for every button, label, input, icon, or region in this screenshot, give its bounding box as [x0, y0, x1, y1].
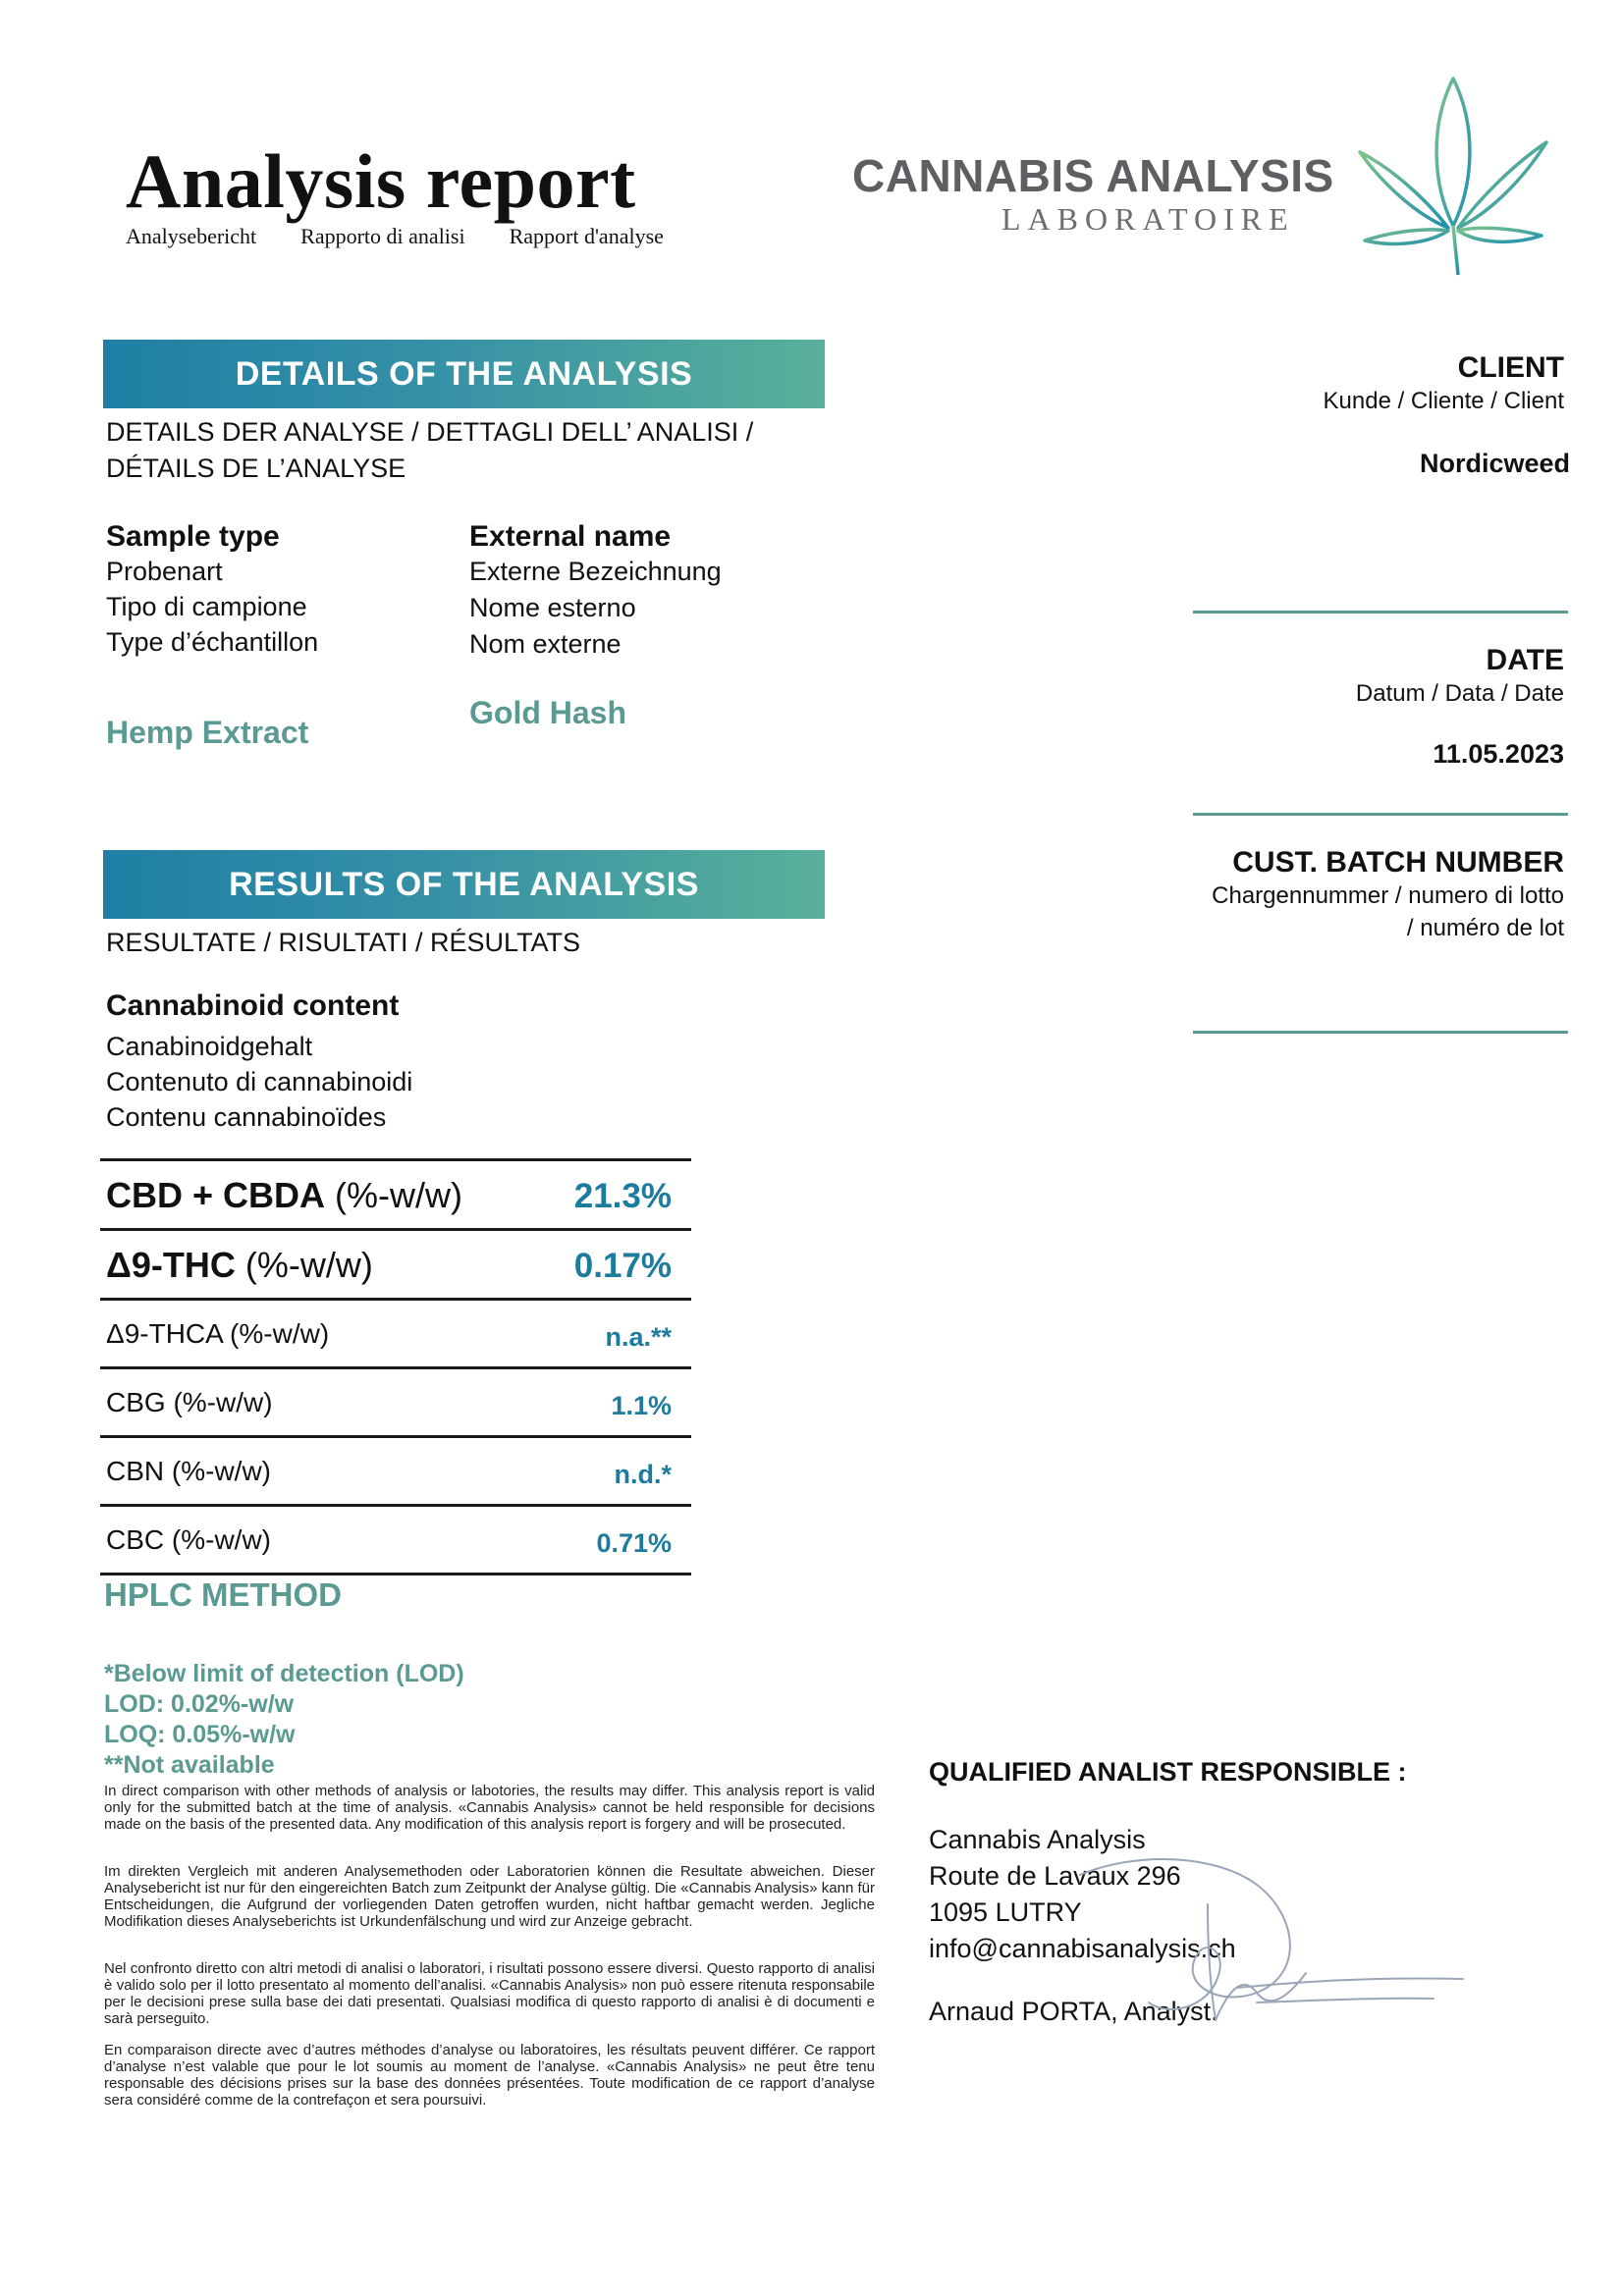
table-row: [100, 1231, 691, 1301]
analyte-name: CBN (%-w/w): [106, 1456, 271, 1486]
analyte-value: 1.1%: [611, 1391, 672, 1420]
analyst-name: Arnaud PORTA, Analyst.: [929, 1997, 1218, 2026]
signature: [1060, 1845, 1473, 2032]
table-row: [100, 1161, 691, 1231]
subtitle-fr: Rapport d'analyse: [509, 224, 664, 248]
analyte-name: Δ9-THCA (%-w/w): [106, 1318, 330, 1349]
analyte-name: CBD + CBDA (%-w/w): [106, 1175, 463, 1215]
subtitle-it: Rapporto di analisi: [300, 224, 465, 248]
client-block: [1323, 351, 1570, 479]
client-value: Nordicweed: [1419, 449, 1570, 478]
title-translations: [126, 224, 664, 249]
logo-subname: LABORATOIRE: [1001, 201, 1295, 237]
batch-subtitle-1: Chargennummer / numero di lotto: [1212, 882, 1564, 909]
sample-type-title: Sample type: [106, 520, 280, 553]
analyte-name: CBG (%-w/w): [106, 1387, 273, 1417]
table-row: [100, 1438, 691, 1507]
disclaimer-it: Nel confronto diretto con altri metodi di analisi o laboratori, i risultati possono essere diversi. Questo rapporto di analisi è valido solo per il lotto presentato al momento dell’analisi. «Cannabis Analysis» non può essere ritenuta responsabile per le decisioni prese sulla base dei dati presentati. Qualsiasi modifica di questo rapporto di analisi è di documenti e sarà perseguito.: [104, 1960, 875, 2027]
date-subtitle: Datum / Data / Date: [1355, 680, 1564, 707]
analyte-value: n.d.*: [614, 1460, 672, 1489]
table-row: [100, 1507, 691, 1575]
divider: [1193, 1031, 1568, 1034]
external-name-translations: Externe Bezeichnung Nome esterno Nom externe: [469, 557, 722, 659]
analyte-name: CBC (%-w/w): [106, 1524, 271, 1555]
details-section-header: DETAILS OF THE ANALYSIS: [103, 340, 825, 408]
method-label: HPLC METHOD: [104, 1576, 342, 1613]
divider: [1193, 813, 1568, 816]
divider: [1193, 611, 1568, 614]
analyte-value: n.a.**: [605, 1322, 672, 1352]
date-value: 11.05.2023: [1433, 739, 1564, 769]
table-row: [100, 1369, 691, 1438]
batch-block: [1212, 846, 1564, 944]
results-section-header: RESULTS OF THE ANALYSIS: [103, 850, 825, 919]
sample-type-value: Hemp Extract: [106, 715, 309, 750]
page-title: Analysis report: [126, 138, 636, 224]
disclaimer-de: Im direkten Vergleich mit anderen Analysemethoden oder Laboratorien können die Resultate abweichen. Dieser Analysebericht ist nur für den eingereichten Batch zum Zeitpunkt der Analyse gültig. Die «Cannabis Analysis» kann für Entscheidungen, die Aufgrund der vorliegenden Daten getroffen wurden, nicht haftbar gemacht werden. Jegliche Modifikation dieses Analyseberichts ist Urkundenfälschung und wird zur Anzeige gebracht.: [104, 1863, 875, 1930]
analyte-name: Δ9-THC (%-w/w): [106, 1245, 373, 1285]
logo-name: CANNABIS ANALYSIS: [852, 150, 1334, 201]
date-title: DATE: [1486, 644, 1564, 676]
cannabinoid-title: Cannabinoid content: [106, 989, 400, 1022]
batch-subtitle-2: / numéro de lot: [1406, 915, 1564, 941]
footnotes: *Below limit of detection (LOD) LOD: 0.02%-w/w LOQ: 0.05%-w/w **Not available: [104, 1660, 464, 1779]
results-subtitle: RESULTATE / RISULTATI / RÉSULTATS: [106, 928, 581, 957]
disclaimer-en: In direct comparison with other methods of analysis or labotories, the results may differ. This analysis report is valid only for the submitted batch at the time of analysis. «Cannabis Analysis» cannot be held responsible for decisions made on the basis of the presented data. Any modification of this analysis report is forgery and will be prosecuted.: [104, 1783, 875, 1833]
disclaimer-fr: En comparaison directe avec d’autres méthodes d’analyse ou laboratoires, les résultats peuvent différer. Ce rapport d’analyse n’est valable que pour le lot soumis au moment de l’analyse. «Cannabis Analysis» ne peut être tenu responsable des décisions prises sur la base des données présentées. Toute modification de ce rapport d’analyse sera considéré comme de la contrefaçon et sera poursuivi.: [104, 2042, 875, 2109]
cannabis-leaf-icon: [1350, 69, 1556, 280]
external-name-value: Gold Hash: [469, 695, 627, 730]
table-row: [100, 1301, 691, 1369]
sample-type-translations: Probenart Tipo di campione Type d’échantillon: [106, 557, 319, 657]
analyte-value: 21.3%: [573, 1177, 672, 1215]
sample-type-block: [106, 520, 318, 660]
details-subtitle: DETAILS DER ANALYSE / DETTAGLI DELL’ ANALISI / DÉTAILS DE L’ANALYSE: [106, 417, 754, 483]
external-name-block: [469, 520, 722, 663]
cannabinoid-block: [106, 989, 412, 1135]
subtitle-de: Analysebericht: [126, 224, 257, 248]
date-block: [1356, 644, 1564, 770]
cannabinoid-translations: Canabinoidgehalt Contenuto di cannabinoidi Contenu cannabinoïdes: [106, 1032, 413, 1132]
analyte-value: 0.17%: [573, 1247, 672, 1285]
analyte-value: 0.71%: [596, 1528, 672, 1558]
analyst-address: Cannabis Analysis Route de Lavaux 296 1095 LUTRY info@cannabisanalysis.ch: [929, 1825, 1236, 1963]
client-subtitle: Kunde / Cliente / Client: [1323, 388, 1564, 414]
client-title: CLIENT: [1457, 351, 1564, 384]
batch-title: CUST. BATCH NUMBER: [1232, 846, 1564, 879]
analyst-heading: QUALIFIED ANALIST RESPONSIBLE :: [929, 1757, 1407, 1787]
external-name-title: External name: [469, 520, 672, 553]
